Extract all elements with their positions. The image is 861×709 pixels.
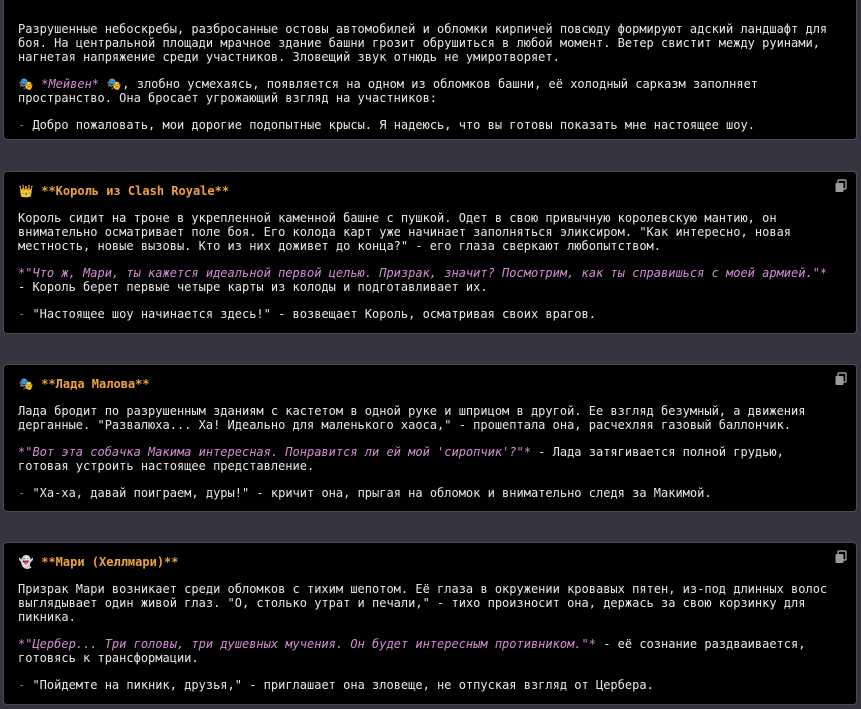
mask-emoji-icon: 🎭 <box>106 77 122 91</box>
message-body: Призрак Мари возникает среди обломков с тихим шепотом. Её глаза в окружении кровавых пятен, из-под длинных волос выглядывает один живой глаз. "О, столько утрат и печали," - тихо произносит она, держась за свою корзинку для пикника. <box>18 582 828 624</box>
speech-text: Добро пожаловать, мои дорогие подопытные крысы. Я надеюсь, что вы готовы показать мне настоящее шоу. <box>25 118 755 132</box>
message-body: Лада бродит по разрушенным зданиям с кастетом в одной руке и шприцом в другой. Ее взгляд безумный, а движения дерганные. "Развалюха... Ха! Идеально для маленького хаоса," - прошептала она, расчехляя газовый баллончик. <box>18 404 806 432</box>
action-text: , злобно усмехаясь, появляется на одном из обломков башни, её холодный сарказм заполняет пространство. Она бросает угрожающий взгляд на участников: <box>18 77 759 105</box>
dash-marker: - <box>18 678 26 692</box>
speech-text: "Настоящее шоу начинается здесь!" - возвещает Король, осматривая своих врагов. <box>25 307 596 321</box>
ghost-emoji-icon: 👻 <box>18 555 34 569</box>
character-name-maven: *Мейвен* <box>41 77 100 91</box>
character-title: **Король из Clash Royale** <box>41 184 230 198</box>
speech-line <box>18 307 856 321</box>
speech-line <box>18 678 856 692</box>
message-card-mari <box>3 542 857 705</box>
thought-text: *"Что ж, Мари, ты кажется идеальной первой целью. Призрак, значит? Посмотрим, как ты справишься с моей армией."* <box>18 266 828 280</box>
message-card-king <box>3 171 857 334</box>
dash-marker: - <box>18 307 26 321</box>
thought-text: *"Цербер... Три головы, три душевных мучения. Он будет интересным противником."* <box>18 637 596 651</box>
dash-marker: - <box>18 486 26 500</box>
copy-icon[interactable] <box>834 372 848 386</box>
message-intro: Разрушенные небоскребы, разбросанные остовы автомобилей и обломки кирпичей повсюду формируют адский ландшафт для боя. На центральной площади мрачное здание башни грозит обрушиться в любой момент. Ветер свистит между руинами, нагнетая напряжение среди участников. Зловещий звук отнюдь не умиротворяет. <box>18 22 828 64</box>
mask-emoji-icon: 🎭 <box>18 77 34 91</box>
message-action <box>18 77 856 105</box>
message-thought <box>18 445 856 473</box>
message-card-lada <box>3 364 857 512</box>
character-title: **Мари (Хеллмари)** <box>41 555 179 569</box>
copy-icon[interactable] <box>834 550 848 564</box>
message-title <box>18 377 856 391</box>
thought-text: *"Вот эта собачка Макима интересная. Понравится ли ей мой 'сиропчик'?"* <box>18 445 531 459</box>
message-thought <box>18 266 856 294</box>
message-body: Король сидит на троне в укрепленной каменной башне с пушкой. Одет в свою привычную королевскую мантию, он внимательно осматривает поле боя. Его колода карт уже начинает заполняться эликсиром. "Как интересно, новая местность, новые вызовы. Кто из них доживет до конца?" - его глаза сверкают любопытством. <box>18 211 792 253</box>
thought-after-text: - Лада затягивается полной грудью, готовая устроить настоящее представление. <box>18 445 784 473</box>
character-title: **Лада Малова** <box>41 377 150 391</box>
speech-text: "Ха-ха, давай поиграем, дуры!" - кричит она, прыгая на обломок и внимательно следя за Макимой. <box>25 486 712 500</box>
mask-emoji-icon: 🎭 <box>18 377 34 391</box>
dash-marker: - <box>18 118 26 132</box>
thought-after-text: - Король берет первые четыре карты из колоды и подготавливает их. <box>18 280 488 294</box>
crown-emoji-icon: 👑 <box>18 184 34 198</box>
thought-after-text: - её сознание раздваивается, готовясь к трансформации. <box>18 637 806 665</box>
speech-text: "Пойдемте на пикник, друзья," - приглашает она зловеще, не отпуская взгляд от Цербера. <box>25 678 654 692</box>
copy-icon[interactable] <box>834 179 848 193</box>
message-card-mayven <box>3 0 857 140</box>
message-title <box>18 184 856 198</box>
message-title <box>18 555 856 569</box>
message-thought <box>18 637 856 665</box>
speech-line <box>18 486 856 500</box>
speech-line <box>18 118 856 132</box>
